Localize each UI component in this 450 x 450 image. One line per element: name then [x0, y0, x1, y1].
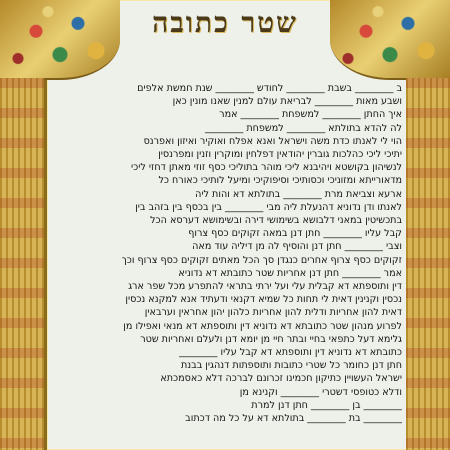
text-line: בתכשיטין במאני דלבושא בשימושי דירה ובשימושא דערסא הכל — [150, 215, 402, 227]
text-line: זקוקים כסף צרוף אחרים כנגדן סך הכל מאתים זקוקים כסף צרוף וכך — [121, 254, 402, 266]
ketubah-text — [48, 82, 402, 450]
text-line: לאנתו ודן נדוניא דהנעלת ליה מבי ________ בין בכסף בין בזהב בין — [135, 201, 402, 213]
text-line: דאית להון אחריות ודלית להון אחריות כלהון יהון אחראין וערבאין — [144, 307, 402, 319]
text-line: מדאורייתא ומזוניכי וכסותיכי וסיפוקיכי ומיעל לותיכי כאורח כל — [158, 175, 402, 187]
text-line: ________ בת ________ בתולתא דא על כל מה דכתוב — [185, 413, 402, 425]
text-line: הוי לי לאנתו כדת משה וישראל ואנא אפלח ואוקיר ואיזון ואפרנס — [143, 135, 402, 147]
text-line: ארעא וצביאת מרת ________ בתולתא דא והות ליה — [195, 188, 402, 200]
text-line: וצבי ________ חתן דנן והוסיף לה מן דיליה עוד מאה — [192, 241, 402, 253]
document-title: שטר כתובה — [152, 6, 298, 39]
text-line: ושבע מאות ________ לבריאת עולם למנין שאנו מונין כאן — [172, 96, 402, 108]
text-line: לנשיהון בקושטא ויהיבנא ליכי מוהר בתוליכי כסף זוזי מאתן דחזי ליכי — [131, 162, 402, 174]
text-line: ב ________ בשבת ________ לחודש ________ שנת חמשת אלפים — [137, 83, 402, 94]
text-line: דין ותוספתא דא קבלית עלי ועל ירתי בתראי להתפרע מכל שפר ארג — [128, 281, 402, 293]
text-line: איך החתן ________ למשפחת ________ אמר — [219, 109, 402, 121]
text-line: אמר ________ חתן דנן אחריות שטר כתובתא דא נדוניא — [178, 267, 402, 279]
border-pattern-right — [406, 78, 450, 450]
text-line: יתיכי ליכי כהלכות גוברין יהודאין דפלחין ומוקרין וזנין ומפרנסין — [158, 149, 402, 161]
text-line: ודלא כטופסי דשטרי ________ וקנינא מן — [239, 386, 402, 398]
text-line: קבל עליו ________ חתן דנן במאה זקוקים כסף צרוף — [188, 228, 402, 240]
text-line: גלימא דעל כתפאי בחיי ובתר חיי מן יומא דנן ולעלם ואחריות שטר — [140, 333, 402, 345]
text-line: ________ בן ________ חתן דנן למרת — [251, 399, 402, 411]
text-line: ישראל העשויין כתיקון חכמינו זכרונם לברכה דלא כאסמכתא — [160, 373, 402, 385]
border-pattern-left — [0, 78, 44, 450]
text-line: חתן דנן כחומר כל שטרי כתובות ותוספתות דנהגין בבנת — [181, 360, 402, 372]
text-line: נכסין וקנינין דאית לי תחות כל שמיא דקנאי ודעתיד אנא למקנא נכסין — [125, 294, 402, 306]
text-line: לפרוע מנהון שטר כתובתא דא נדוניא דין ותוספתא דא מנאי ואפילו מן — [123, 320, 402, 332]
text-line: כתובתא דא נדוניא דין ותוספתא דא קבל עליו ________ — [179, 347, 402, 359]
text-line: לה להדא בתולתא ________ למשפחת ________ — [204, 122, 402, 134]
